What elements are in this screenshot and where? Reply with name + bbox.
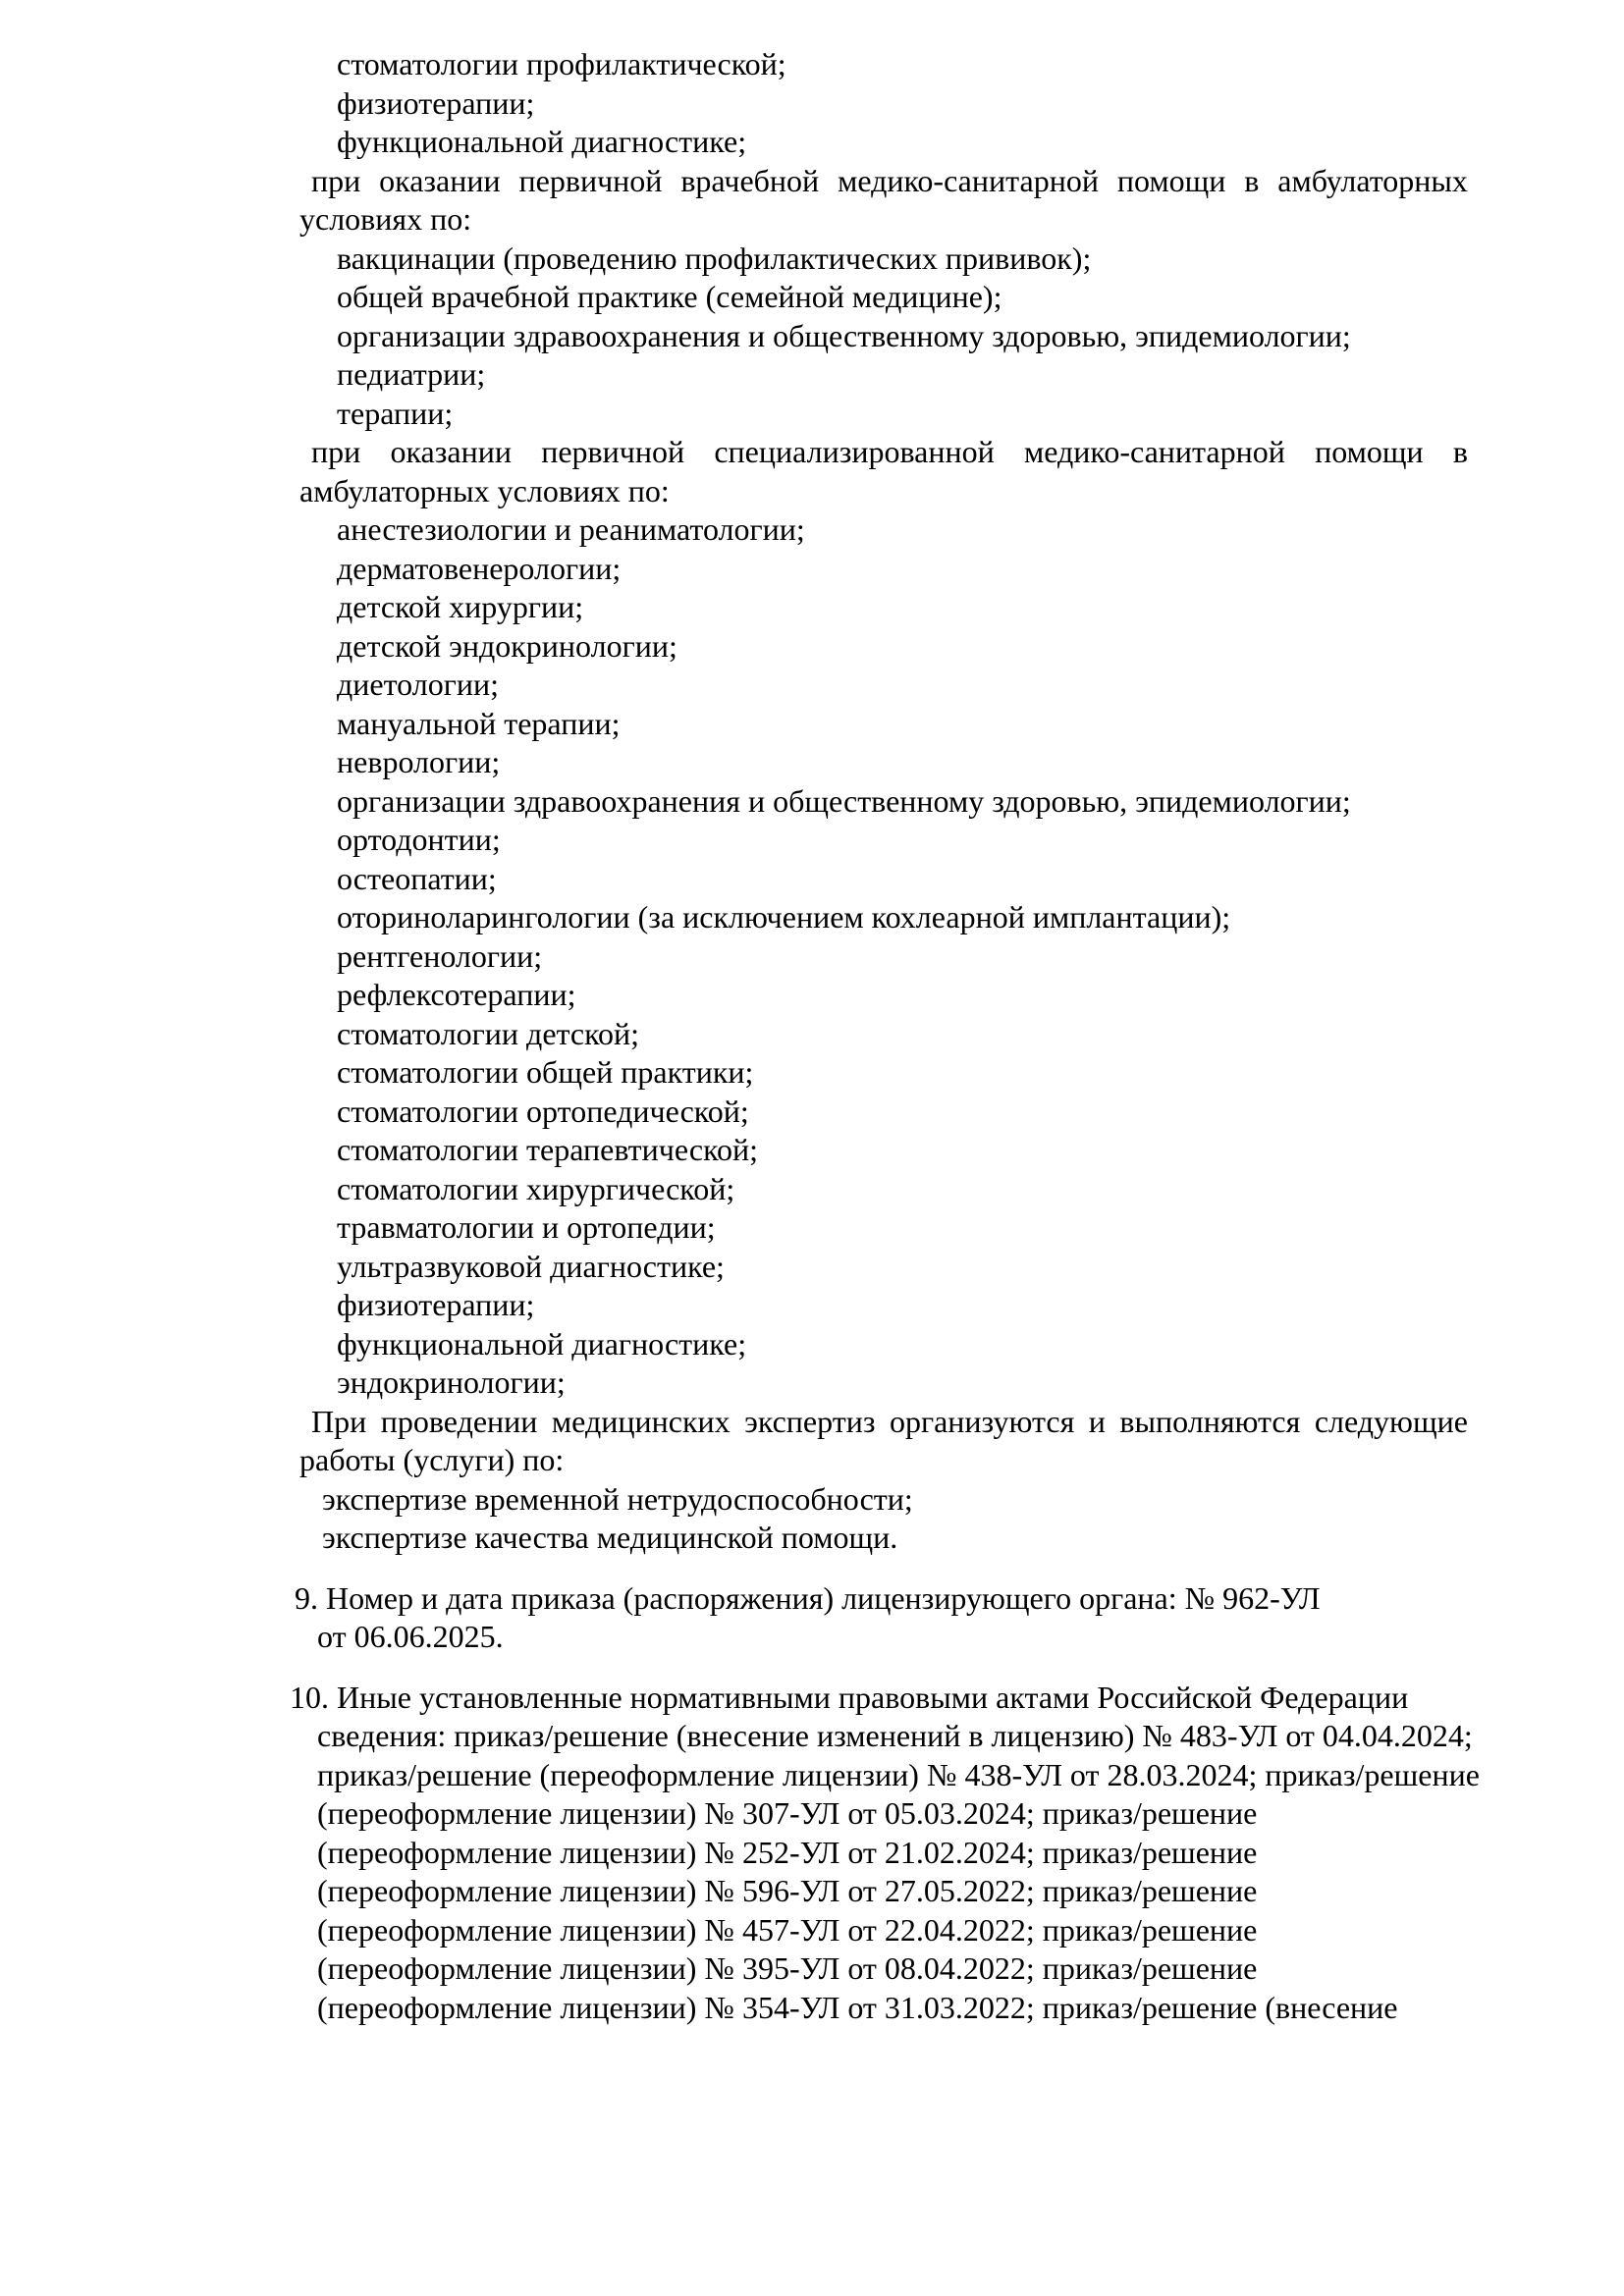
document-line: приказ/решение (переоформление лицензии) № 438-УЛ от 28.03.2024; приказ/решение bbox=[317, 1756, 1480, 1792]
document-line: оториноларингологии (за исключением кохлеарной имплантации); bbox=[337, 899, 1231, 934]
document-line: 9. Номер и дата приказа (распоряжения) лицензирующего органа: № 962-УЛ bbox=[295, 1579, 1321, 1616]
document-line: экспертизе временной нетрудоспособности; bbox=[322, 1480, 913, 1517]
document-line: физиотерапии; bbox=[337, 1287, 535, 1322]
document-line: остеопатии; bbox=[337, 860, 497, 896]
word: выполняются bbox=[1119, 1403, 1301, 1439]
document-line: функциональной диагностике; bbox=[337, 124, 747, 159]
document-line: экспертизе качества медицинской помощи. bbox=[322, 1520, 898, 1555]
document-line: рефлексотерапии; bbox=[337, 977, 576, 1012]
word: в bbox=[1244, 162, 1260, 198]
word: проведении bbox=[380, 1403, 538, 1439]
document-line: стоматологии детской; bbox=[337, 1015, 640, 1051]
document-line: стоматологии ортопедической; bbox=[337, 1093, 749, 1129]
word: при bbox=[311, 162, 361, 198]
document-line: ортодонтии; bbox=[337, 822, 501, 857]
word: врачебной bbox=[680, 162, 820, 198]
document-line: эндокринологии; bbox=[337, 1364, 566, 1400]
document-line: стоматологии хирургической; bbox=[337, 1170, 735, 1206]
document-line: ультразвуковой диагностике; bbox=[337, 1248, 725, 1284]
word: следующие bbox=[1314, 1403, 1468, 1439]
document-line: (переоформление лицензии) № 252-УЛ от 21.02.2024; приказ/решение bbox=[317, 1834, 1258, 1870]
document-line: условиях по: bbox=[299, 201, 472, 237]
document-line: (переоформление лицензии) № 457-УЛ от 22.04.2022; приказ/решение bbox=[317, 1911, 1258, 1948]
document-line: организации здравоохранения и общественному здоровью, эпидемиологии; bbox=[337, 317, 1351, 353]
word: первичной bbox=[518, 162, 663, 198]
word: первичной bbox=[541, 434, 685, 469]
word: организуются bbox=[889, 1403, 1075, 1439]
document-line bbox=[311, 1403, 1468, 1442]
word: медико-санитарной bbox=[838, 162, 1099, 198]
word: медико-санитарной bbox=[1023, 434, 1285, 469]
document-line: 10. Иные установленные нормативными правовыми актами Российской Федерации bbox=[290, 1679, 1409, 1715]
document-line: (переоформление лицензии) № 354-УЛ от 31.03.2022; приказ/решение (внесение bbox=[317, 1989, 1398, 2025]
word: оказании bbox=[390, 434, 512, 469]
document-line: организации здравоохранения и общественному здоровью, эпидемиологии; bbox=[337, 782, 1351, 819]
document-line: амбулаторных условиях по: bbox=[299, 472, 670, 508]
word: в bbox=[1452, 434, 1468, 469]
document-line: сведения: приказ/решение (внесение изменений в лицензию) № 483-УЛ от 04.04.2024; bbox=[317, 1718, 1473, 1753]
document-line bbox=[311, 433, 1468, 472]
document-line: анестезиологии и реаниматологии; bbox=[337, 511, 805, 547]
document-line: (переоформление лицензии) № 395-УЛ от 08.04.2022; приказ/решение bbox=[317, 1950, 1258, 1986]
document-line: стоматологии терапевтической; bbox=[337, 1132, 758, 1167]
word: специализированной bbox=[714, 434, 995, 469]
document-line: от 06.06.2025. bbox=[317, 1619, 504, 1654]
document-line: неврологии; bbox=[337, 744, 501, 779]
document-line bbox=[311, 162, 1468, 201]
document-line: работы (услуги) по: bbox=[299, 1442, 565, 1477]
document-line: детской хирургии; bbox=[337, 589, 584, 624]
word: амбулаторных bbox=[1277, 162, 1468, 198]
document-line: (переоформление лицензии) № 307-УЛ от 05.03.2024; приказ/решение bbox=[317, 1795, 1258, 1831]
document-line: диетологии; bbox=[337, 667, 499, 702]
word: При bbox=[311, 1403, 367, 1439]
document-line: стоматологии общей практики; bbox=[337, 1054, 754, 1090]
document-line: педиатрии; bbox=[337, 356, 486, 392]
word: медицинских bbox=[551, 1403, 731, 1439]
document-line: мануальной терапии; bbox=[337, 705, 621, 741]
document-line: стоматологии профилактической; bbox=[337, 46, 786, 81]
document-line: терапии; bbox=[337, 395, 454, 431]
license-text-block bbox=[290, 45, 1480, 2027]
document-line: физиотерапии; bbox=[337, 84, 535, 121]
word: помощи bbox=[1116, 162, 1226, 198]
word: помощи bbox=[1315, 434, 1424, 469]
word: экспертиз bbox=[744, 1403, 876, 1439]
document-line: рентгенологии; bbox=[337, 937, 543, 974]
word: оказании bbox=[379, 162, 501, 198]
document-line: общей врачебной практике (семейной медицине); bbox=[337, 279, 1002, 314]
document-line: вакцинации (проведению профилактических прививок); bbox=[337, 240, 1092, 276]
document-line: детской эндокринологии; bbox=[337, 627, 677, 664]
document-line: дерматовенерологии; bbox=[337, 550, 622, 586]
document-line: функциональной диагностике; bbox=[337, 1325, 747, 1362]
document-line: травматологии и ортопедии; bbox=[337, 1209, 716, 1245]
document-line: (переоформление лицензии) № 596-УЛ от 27.05.2022; приказ/решение bbox=[317, 1873, 1258, 1908]
word: и bbox=[1088, 1403, 1106, 1439]
word: при bbox=[311, 434, 361, 469]
